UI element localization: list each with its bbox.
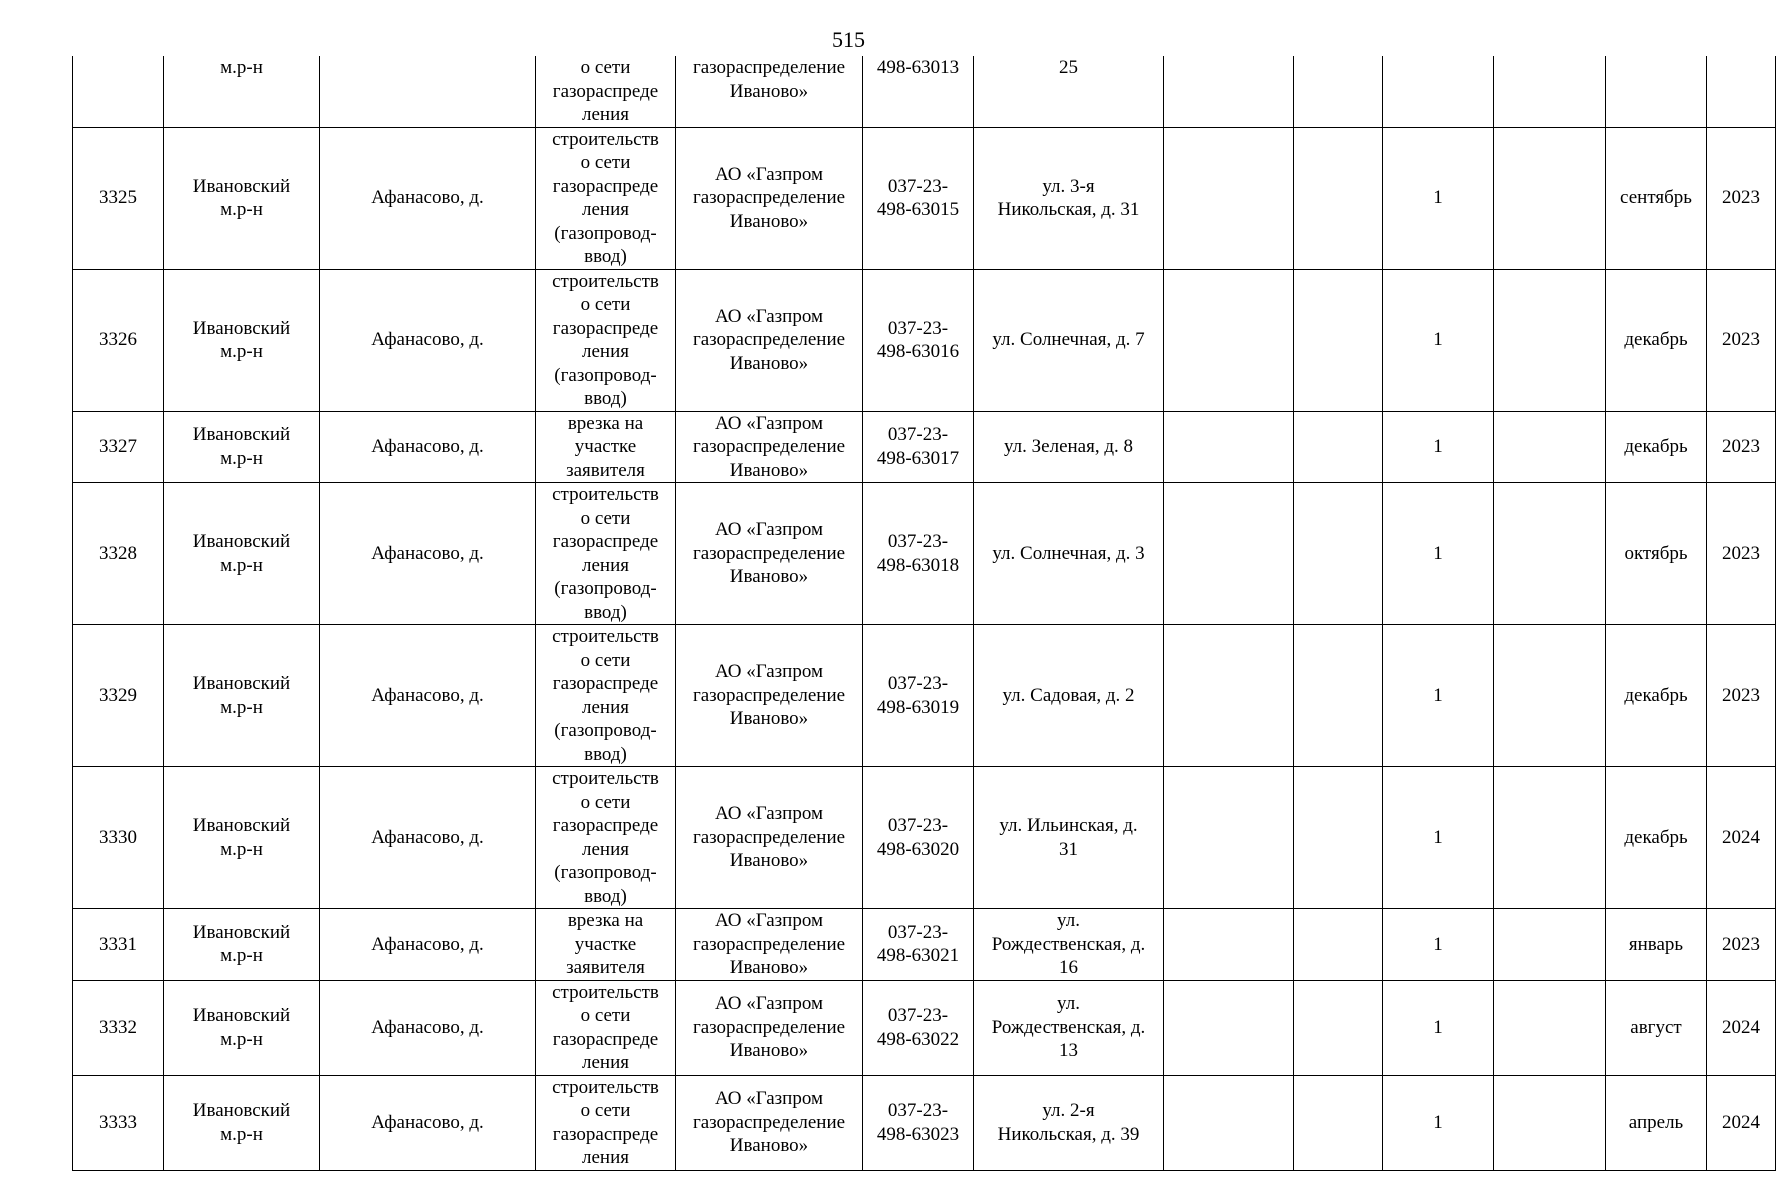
cell-c11: [1494, 625, 1606, 767]
cell-text: сентябрь: [1620, 187, 1692, 209]
cell-month: [1606, 411, 1707, 483]
cell-district: [164, 269, 320, 411]
cell-text: 1: [1433, 933, 1443, 955]
table-row: [73, 483, 1776, 625]
cell-text: ул. Ильинская, д. 31: [999, 815, 1138, 860]
cell-month: [1606, 1075, 1707, 1170]
cell-text: строительств о сети газораспреде ления (газопровод- ввод): [552, 128, 659, 267]
cell-month: [1606, 269, 1707, 411]
cell-c8: [1164, 980, 1294, 1075]
cell-text: Афанасово, д.: [371, 187, 484, 209]
cell-text: строительств о сети газораспреде ления (газопровод- ввод): [552, 768, 659, 907]
cell-work_type: [536, 56, 676, 127]
cell-text: строительств о сети газораспреде ления (газопровод- ввод): [552, 484, 659, 623]
table-row: [73, 909, 1776, 981]
cell-address: [974, 909, 1164, 981]
cell-c9: [1294, 411, 1383, 483]
cell-count: [1383, 1075, 1494, 1170]
cell-text: 2023: [1722, 329, 1760, 351]
cell-text: 3333: [99, 1111, 137, 1133]
cell-text: АО «Газпром газораспределение Иваново»: [692, 412, 846, 481]
cell-text: строительств о сети газораспреде ления (газопровод- ввод): [552, 270, 659, 409]
cell-settlement: [320, 980, 536, 1075]
cell-c8: [1164, 127, 1294, 269]
cell-text: АО «Газпром газораспределение Иваново»: [692, 910, 846, 978]
cell-text: декабрь: [1624, 826, 1688, 848]
cell-text: врезка на участке заявителя: [566, 412, 645, 481]
cell-organization: [676, 625, 863, 767]
cell-address: [974, 625, 1164, 767]
cell-c8: [1164, 56, 1294, 127]
cell-text: 2023: [1722, 436, 1760, 457]
cell-work_type: [536, 127, 676, 269]
cell-settlement: [320, 269, 536, 411]
cell-text: 2023: [1722, 684, 1760, 706]
cell-month: [1606, 56, 1707, 127]
cell-text: 3332: [99, 1016, 137, 1038]
cell-organization: [676, 980, 863, 1075]
cell-text: 3331: [99, 933, 137, 955]
cell-work_type: [536, 625, 676, 767]
cell-work_type: [536, 1075, 676, 1170]
cell-c9: [1294, 56, 1383, 127]
cell-text: 2024: [1722, 1016, 1760, 1038]
cell-district: [164, 767, 320, 909]
cell-c11: [1494, 909, 1606, 981]
cell-year: [1707, 411, 1776, 483]
cell-code: [863, 980, 974, 1075]
cell-text: Афанасово, д.: [371, 1016, 484, 1038]
cell-c9: [1294, 1075, 1383, 1170]
cell-code: [863, 909, 974, 981]
cell-c9: [1294, 127, 1383, 269]
table-row: [73, 767, 1776, 909]
cell-settlement: [320, 483, 536, 625]
cell-text: январь: [1628, 933, 1684, 955]
cell-text: Афанасово, д.: [371, 542, 484, 564]
cell-text: Ивановский м.р-н: [192, 1005, 291, 1050]
cell-text: 037-23- 498-63018: [876, 531, 960, 576]
cell-year: [1707, 909, 1776, 981]
cell-text: АО «Газпром газораспределение Иваново»: [692, 661, 846, 730]
cell-num: [73, 56, 164, 127]
cell-text: 3327: [99, 436, 137, 457]
cell-text: Афанасово, д.: [371, 1111, 484, 1133]
cell-work_type: [536, 483, 676, 625]
cell-address: [974, 127, 1164, 269]
cell-code: [863, 625, 974, 767]
cell-text: Афанасово, д.: [371, 826, 484, 848]
cell-district: [164, 1075, 320, 1170]
cell-month: [1606, 980, 1707, 1075]
cell-month: [1606, 483, 1707, 625]
cell-settlement: [320, 127, 536, 269]
cell-c9: [1294, 980, 1383, 1075]
cell-num: [73, 980, 164, 1075]
cell-text: АО «Газпром газораспределение Иваново»: [692, 519, 846, 588]
cell-text: газораспределение Иваново»: [692, 57, 846, 102]
cell-address: [974, 1075, 1164, 1170]
cell-year: [1707, 127, 1776, 269]
cell-text: 037-23- 498-63017: [876, 424, 960, 469]
cell-text: АО «Газпром газораспределение Иваново»: [692, 993, 846, 1062]
cell-text: 1: [1433, 1111, 1443, 1133]
cell-num: [73, 625, 164, 767]
cell-year: [1707, 980, 1776, 1075]
cell-text: Ивановский м.р-н: [192, 921, 291, 967]
cell-text: 2023: [1722, 933, 1760, 955]
cell-text: декабрь: [1624, 436, 1688, 457]
cell-c8: [1164, 909, 1294, 981]
cell-settlement: [320, 625, 536, 767]
cell-code: [863, 411, 974, 483]
cell-district: [164, 56, 320, 127]
cell-organization: [676, 411, 863, 483]
cell-text: АО «Газпром газораспределение Иваново»: [692, 1088, 846, 1157]
cell-organization: [676, 1075, 863, 1170]
cell-settlement: [320, 909, 536, 981]
cell-text: апрель: [1628, 1111, 1684, 1133]
cell-text: Ивановский м.р-н: [192, 673, 291, 718]
cell-district: [164, 625, 320, 767]
table-row: [73, 625, 1776, 767]
cell-c11: [1494, 483, 1606, 625]
cell-count: [1383, 909, 1494, 981]
cell-c11: [1494, 980, 1606, 1075]
cell-text: 2024: [1722, 1111, 1760, 1133]
cell-text: 3329: [99, 684, 137, 706]
cell-text: октябрь: [1624, 542, 1688, 564]
cell-count: [1383, 56, 1494, 127]
cell-text: 3326: [99, 329, 137, 351]
table-row: [73, 411, 1776, 483]
cell-text: декабрь: [1624, 329, 1688, 351]
cell-text: ул. 2-я Никольская, д. 39: [997, 1100, 1140, 1145]
cell-text: 1: [1433, 436, 1443, 457]
cell-text: ул. Зеленая, д. 8: [1003, 436, 1134, 457]
cell-year: [1707, 625, 1776, 767]
cell-count: [1383, 127, 1494, 269]
cell-settlement: [320, 767, 536, 909]
cell-organization: [676, 767, 863, 909]
cell-num: [73, 767, 164, 909]
cell-organization: [676, 56, 863, 127]
cell-organization: [676, 483, 863, 625]
gas-connection-registry-table: [72, 56, 1776, 1171]
cell-count: [1383, 980, 1494, 1075]
cell-c8: [1164, 767, 1294, 909]
cell-text: 037-23- 498-63015: [876, 175, 960, 220]
cell-text: 037-23- 498-63022: [876, 1005, 960, 1050]
cell-c9: [1294, 483, 1383, 625]
cell-num: [73, 269, 164, 411]
cell-c11: [1494, 411, 1606, 483]
cell-text: 1: [1433, 329, 1443, 351]
cell-district: [164, 127, 320, 269]
cell-district: [164, 411, 320, 483]
cell-text: АО «Газпром газораспределение Иваново»: [692, 163, 846, 232]
cell-text: Афанасово, д.: [371, 684, 484, 706]
cell-num: [73, 909, 164, 981]
cell-text: 1: [1433, 542, 1443, 564]
cell-text: строительств о сети газораспреде ления: [552, 981, 659, 1073]
cell-text: Ивановский м.р-н: [192, 424, 291, 469]
cell-num: [73, 1075, 164, 1170]
cell-work_type: [536, 269, 676, 411]
cell-address: [974, 269, 1164, 411]
cell-text: ул. Рождественская, д. 13: [991, 993, 1146, 1062]
cell-count: [1383, 625, 1494, 767]
table-row: [73, 980, 1776, 1075]
cell-code: [863, 56, 974, 127]
cell-num: [73, 483, 164, 625]
cell-c8: [1164, 411, 1294, 483]
cell-text: Ивановский м.р-н: [192, 175, 291, 220]
cell-text: 498-63013: [876, 57, 960, 78]
cell-month: [1606, 127, 1707, 269]
cell-text: 1: [1433, 1016, 1443, 1038]
cell-year: [1707, 767, 1776, 909]
cell-c9: [1294, 767, 1383, 909]
cell-district: [164, 909, 320, 981]
cell-text: 2024: [1722, 826, 1760, 848]
cell-text: 3328: [99, 542, 137, 564]
cell-text: ул. Солнечная, д. 7: [992, 329, 1145, 351]
cell-text: 2023: [1722, 542, 1760, 564]
cell-code: [863, 127, 974, 269]
cell-text: 037-23- 498-63016: [876, 317, 960, 362]
cell-text: Афанасово, д.: [371, 329, 484, 351]
cell-text: Афанасово, д.: [371, 436, 484, 457]
cell-text: ул. Рождественская, д. 16: [991, 910, 1146, 978]
cell-month: [1606, 909, 1707, 981]
cell-address: [974, 767, 1164, 909]
cell-c8: [1164, 483, 1294, 625]
cell-text: 037-23- 498-63020: [876, 815, 960, 860]
cell-text: 037-23- 498-63021: [876, 921, 960, 967]
cell-text: 2023: [1722, 187, 1760, 209]
cell-text: ул. Солнечная, д. 3: [992, 542, 1145, 564]
cell-year: [1707, 269, 1776, 411]
cell-address: [974, 56, 1164, 127]
cell-text: Ивановский м.р-н: [192, 1100, 291, 1145]
cell-month: [1606, 767, 1707, 909]
cell-code: [863, 483, 974, 625]
cell-text: 1: [1433, 826, 1443, 848]
cell-c11: [1494, 56, 1606, 127]
cell-address: [974, 411, 1164, 483]
cell-c8: [1164, 269, 1294, 411]
cell-num: [73, 127, 164, 269]
cell-c11: [1494, 269, 1606, 411]
cell-code: [863, 269, 974, 411]
cell-text: Ивановский м.р-н: [192, 317, 291, 362]
cell-organization: [676, 909, 863, 981]
cell-year: [1707, 483, 1776, 625]
cell-work_type: [536, 767, 676, 909]
cell-text: 25: [1059, 57, 1078, 78]
page-number: 515: [832, 27, 865, 52]
cell-text: строительств о сети газораспреде ления: [552, 1076, 659, 1168]
cell-text: о сети газораспреде ления: [552, 57, 659, 125]
cell-settlement: [320, 411, 536, 483]
cell-settlement: [320, 1075, 536, 1170]
cell-organization: [676, 269, 863, 411]
cell-code: [863, 1075, 974, 1170]
cell-address: [974, 980, 1164, 1075]
cell-text: ул. 3-я Никольская, д. 31: [997, 175, 1140, 220]
table-row: [73, 269, 1776, 411]
cell-organization: [676, 127, 863, 269]
cell-text: 037-23- 498-63019: [876, 673, 960, 718]
table-row: [73, 1075, 1776, 1170]
table-row: [73, 127, 1776, 269]
cell-text: АО «Газпром газораспределение Иваново»: [692, 305, 846, 374]
cell-year: [1707, 56, 1776, 127]
cell-text: 3330: [99, 826, 137, 848]
cell-c9: [1294, 625, 1383, 767]
cell-c9: [1294, 269, 1383, 411]
cell-work_type: [536, 909, 676, 981]
cell-num: [73, 411, 164, 483]
cell-count: [1383, 767, 1494, 909]
cell-text: Ивановский м.р-н: [192, 531, 291, 576]
cell-settlement: [320, 56, 536, 127]
cell-count: [1383, 483, 1494, 625]
cell-address: [974, 483, 1164, 625]
cell-text: ул. Садовая, д. 2: [1002, 684, 1135, 706]
cell-c11: [1494, 767, 1606, 909]
cell-text: м.р-н: [220, 57, 263, 78]
cell-text: 1: [1433, 684, 1443, 706]
cell-count: [1383, 269, 1494, 411]
cell-text: Ивановский м.р-н: [192, 815, 291, 860]
cell-text: 037-23- 498-63023: [876, 1100, 960, 1145]
cell-work_type: [536, 980, 676, 1075]
cell-text: строительств о сети газораспреде ления (газопровод- ввод): [552, 626, 659, 765]
cell-district: [164, 980, 320, 1075]
cell-text: 3325: [99, 187, 137, 209]
cell-text: врезка на участке заявителя: [566, 910, 645, 978]
cell-c9: [1294, 909, 1383, 981]
cell-district: [164, 483, 320, 625]
cell-code: [863, 767, 974, 909]
table-row-continued: [73, 56, 1776, 127]
cell-text: декабрь: [1624, 684, 1688, 706]
cell-year: [1707, 1075, 1776, 1170]
cell-c8: [1164, 1075, 1294, 1170]
cell-text: 1: [1433, 187, 1443, 209]
cell-work_type: [536, 411, 676, 483]
cell-c11: [1494, 1075, 1606, 1170]
cell-count: [1383, 411, 1494, 483]
cell-text: август: [1630, 1016, 1682, 1038]
cell-month: [1606, 625, 1707, 767]
cell-c8: [1164, 625, 1294, 767]
cell-c11: [1494, 127, 1606, 269]
cell-text: АО «Газпром газораспределение Иваново»: [692, 803, 846, 872]
table-body: [73, 56, 1776, 1170]
cell-text: Афанасово, д.: [371, 933, 484, 955]
